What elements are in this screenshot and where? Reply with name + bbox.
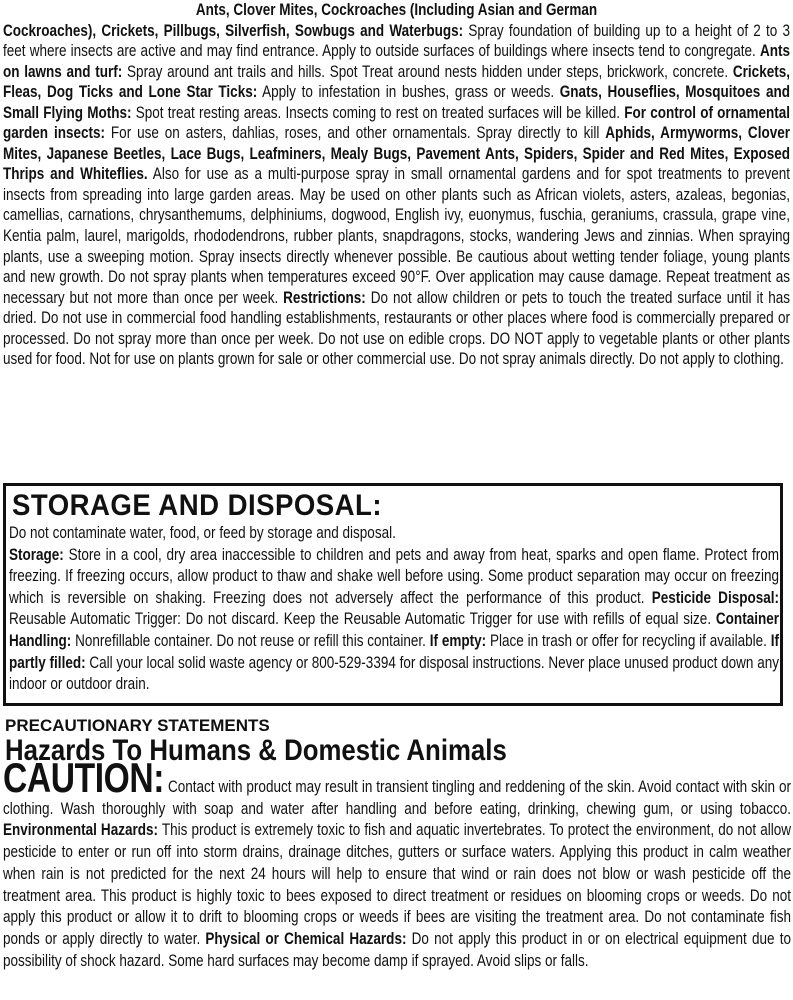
container-handling-heading: Container Handling: (9, 609, 779, 650)
pest-list-heading: Ants, Clover Mites, Cockroaches (Including Asian and German (195, 0, 598, 19)
storage-paragraph (9, 522, 779, 695)
usage-paragraph (3, 0, 790, 370)
ants-lawn-text: Spray around ant trails and hills. Spot Treat around nests hidden under steps, brickwork, concrete. (122, 61, 733, 81)
pesticide-disposal-text: Reusable Automatic Trigger: Do not discard. Keep the Reusable Automatic Trigger for use with refills of equal size. (9, 609, 716, 629)
usage-directions (3, 0, 790, 370)
pest-list-heading-cont: Cockroaches), Crickets, Pillbugs, Silverfish, Sowbugs and Waterbugs: (3, 20, 464, 40)
aphids-heading: Aphids, Armyworms, Clover Mites, Japanese Beetles, Lace Bugs, Leafminers, Mealy Bugs, Pavement Ants, Spiders, Spider and Red Mites, Exposed Thrips and Whiteflies. (3, 123, 790, 184)
caution-word: CAUTION: (3, 754, 165, 801)
storage-disposal-box (3, 483, 783, 706)
restrictions-heading: Restrictions: (283, 287, 366, 307)
storage-body (9, 522, 779, 695)
gnats-text: Spot treat resting areas. Insects coming to rest on treated surfaces will be killed. (131, 102, 625, 122)
storage-intro: Do not contaminate water, food, or feed by storage and disposal. (9, 523, 396, 542)
ornamental-heading: For control of ornamental garden insects: (3, 102, 790, 143)
aphids-text: Also for use as a multi-purpose spray in small ornamental gardens and for spot treatments to prevent insects from spreading into large garden areas. May be used on other plants such as African violets, asters, azaleas, begonias, camellias, carnations, chrysanthemums, delphiniums, dogwood, English ivy, euonymus, fuschia, geraniums, crassula, grape vine, Kentia palm, laurel, marigolds, rhododendrons, rubber plants, snapdragons, stocks, wandering Jews and zinnias. When spraying plants, use a sweeping motion. Spray insects directly whenever possible. Be cautious about wetting tender foliage, young plants and new growth. Do not spray plants when temperatures exceed 90°F. Over application may cause damage. Repeat treatment as necessary but not more than once per week. (3, 164, 791, 307)
ants-lawn-heading: Ants on lawns and turf: (3, 41, 790, 81)
crickets-heading: Crickets, Fleas, Dog Ticks and Lone Star Ticks: (3, 61, 790, 102)
container-handling-text: Nonrefillable container. Do not reuse or refill this container. (71, 630, 430, 650)
foundation-spray-text: Spray foundation of building up to a height of 2 to 3 feet where insects are active and may find entrance. Apply to outside surfaces of buildings where insects tend to congregate. (3, 20, 790, 61)
storage-heading: Storage: (9, 544, 64, 564)
ornamental-text: For use on asters, dahlias, roses, and other ornamentals. Spray directly to kill (105, 123, 606, 143)
if-empty-heading: If empty: (429, 630, 487, 650)
storage-text: Store in a cool, dry area inaccessible to children and pets and away from heat, sparks and open flame. Protect from freezing. If freezing occurs, allow product to thaw and shake well before using. Some product separation may occur on freezing which is reversible on shaking. Freezing does not adversely affect the performance of this product. (9, 544, 779, 607)
crickets-text: Apply to infestation in bushes, grass or weeds. (257, 82, 560, 102)
environmental-hazards-text: This product is extremely toxic to fish and aquatic invertebrates. To protect the environment, do not allow pesticide to enter or run off into storm drains, drainage ditches, gutters or surface waters. Applying this product in calm weather when rain is not predicted for the next 24 hours will help to ensure that wind or rain does not blow or wash pesticide off the treatment area. This product is highly toxic to bees exposed to direct treatment or residues on blooming crops or weeds. Do not apply this product or allow it to drift to blooming crops or weeds if bees are visiting the treatment area. Do not contaminate fish ponds or apply directly to water. (3, 820, 791, 948)
physical-hazards-text: Do not apply this product in or on electrical equipment due to possibility of shock hazard. Some hard surfaces may become damp if sprayed. Avoid slips or falls. (3, 928, 791, 970)
restrictions-text: Do not allow children or pets to touch the treated surface until it has dried. Do not use in commercial food handling establishments, restaurants or other places where food is commercially prepared or processed. Do not spray more than once per week. Do not use on edible crops. DO NOT apply to vegetable plants or other plants used for food. Not for use on plants grown for sale or other commercial use. Do not spray animals directly. Do not apply to clothing. (3, 287, 790, 369)
precautionary-heading: PRECAUTIONARY STATEMENTS (5, 716, 270, 735)
caution-paragraph (3, 754, 792, 971)
caution-text: Contact with product may result in transient tingling and reddening of the skin. Avoid contact with skin or clothing. Wash thoroughly with soap and water after handling and before eating, drinking, chewing gum, or using tobacco. (3, 777, 792, 818)
caution-section (3, 754, 792, 971)
if-partly-filled-heading: If partly filled: (9, 630, 779, 672)
environmental-hazards-heading: Environmental Hazards: (3, 820, 159, 840)
gnats-heading: Gnats, Houseflies, Mosquitoes and Small Flying Moths: (3, 82, 790, 122)
physical-hazards-heading: Physical or Chemical Hazards: (205, 928, 407, 948)
if-partly-filled-text: Call your local solid waste agency or 800-529-3394 for disposal instructions. Never place unused product down any indoor or outdoor drain. (9, 652, 780, 694)
pesticide-disposal-heading: Pesticide Disposal: (651, 587, 780, 607)
usage-line-1 (3, 0, 790, 21)
hazards-heading: Hazards To Humans & Domestic Animals (5, 734, 507, 767)
storage-title: STORAGE AND DISPOSAL: (12, 489, 383, 522)
if-empty-text: Place in trash or offer for recycling if available. (486, 630, 771, 650)
